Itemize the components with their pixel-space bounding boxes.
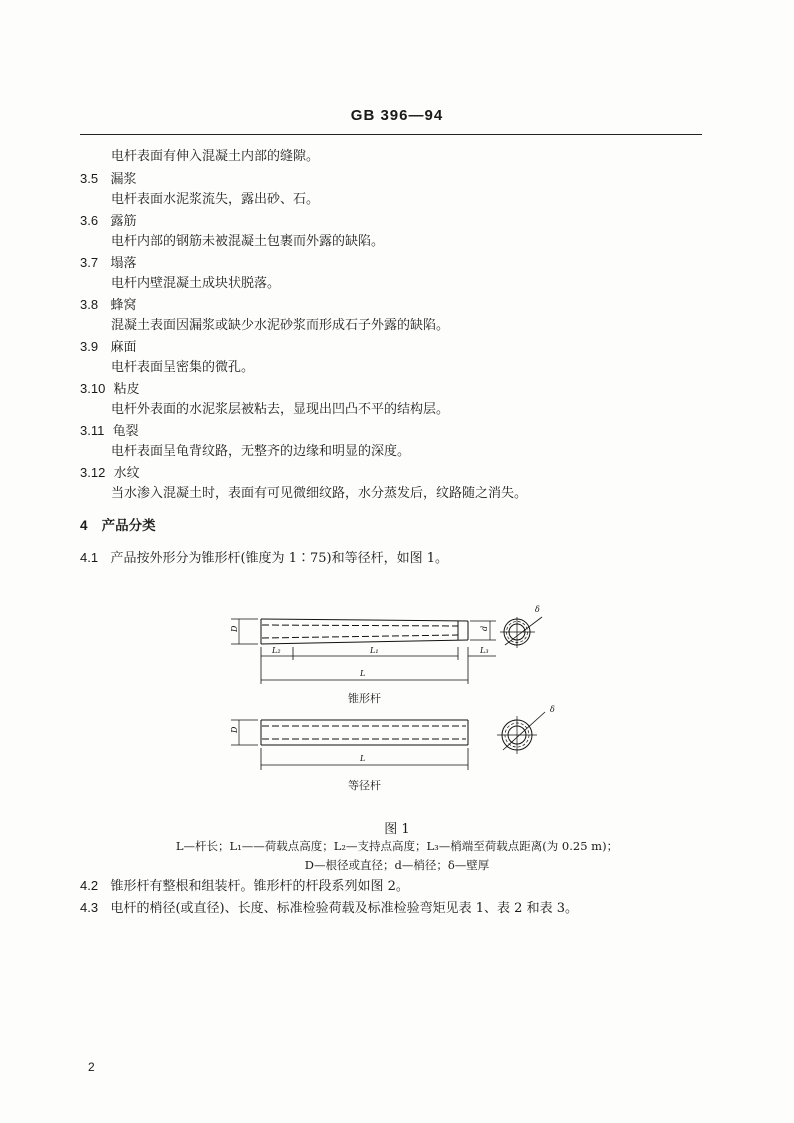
label-L-equal: L (360, 754, 366, 763)
term-3-7: 3.7 塌落 (80, 255, 137, 271)
caption-tapered: 锥形杆 (348, 692, 381, 705)
line-continuation: 电杆表面有伸入混凝土内部的缝隙。 (111, 149, 320, 164)
label-delta-equal: δ (550, 705, 555, 714)
definition-3-9: 电杆表面呈密集的微孔。 (111, 360, 255, 375)
definition-3-5: 电杆表面水泥浆流失，露出砂、石。 (111, 192, 320, 207)
term-3-6: 3.6 露筋 (80, 213, 137, 229)
paragraph-4-1: 4.1 产品按外形分为锥形杆(锥度为 1∶75)和等径杆，如图 1。 (80, 550, 448, 566)
figure-legend-2: D—根径或直径；d—梢径；δ—壁厚 (304, 858, 490, 872)
term-3-11: 3.11 龟裂 (80, 423, 139, 439)
paragraph-4-3: 4.3 电杆的梢径(或直径)、长度、标准检验荷载及标准检验弯矩见表 1、表 2 和表 3。 (80, 900, 578, 916)
caption-equal: 等径杆 (348, 779, 381, 792)
definition-3-6: 电杆内部的钢筋未被混凝土包裹而外露的缺陷。 (111, 234, 385, 249)
cross-section-tapered (500, 617, 542, 648)
label-L-tapered: L (360, 669, 366, 678)
definition-3-11: 电杆表面呈龟背纹路，无整齐的边缘和明显的深度。 (111, 444, 411, 459)
term-3-9: 3.9 麻面 (80, 339, 137, 355)
term-3-8: 3.8 蜂窝 (80, 297, 137, 313)
definition-3-7: 电杆内壁混凝土成块状脱落。 (111, 276, 281, 291)
term-3-5: 3.5 漏浆 (80, 171, 137, 187)
definition-3-12: 当水渗入混凝土时，表面有可见微细纹路，水分蒸发后，纹路随之消失。 (111, 486, 528, 501)
label-L3: L₃ (480, 646, 489, 655)
standard-code: GB 396—94 (350, 107, 444, 124)
figure-title: 图 1 (384, 822, 410, 837)
label-d: d (480, 625, 489, 631)
label-D-equal: D (230, 726, 239, 733)
figure-legend-1: L—杆长；L₁——荷载点高度；L₂—支持点高度；L₃—梢端至荷载点距离(为 0.25 m)； (175, 839, 619, 853)
definition-3-8: 混凝土表面因漏浆或缺少水泥砂浆而形成石子外露的缺陷。 (111, 318, 450, 333)
label-delta: δ (535, 605, 540, 614)
tapered-pole (261, 619, 468, 644)
definition-3-10: 电杆外表面的水泥浆层被粘去，显现出凹凸不平的结构层。 (111, 402, 450, 417)
label-L2: L₂ (272, 646, 281, 655)
label-D: D (230, 625, 239, 632)
term-3-10: 3.10 粘皮 (80, 381, 140, 397)
term-3-12: 3.12 水纹 (80, 465, 140, 481)
paragraph-4-2: 4.2 锥形杆有整根和组装杆。锥形杆的杆段系列如图 2。 (80, 878, 409, 894)
section-4-heading: 4 产品分类 (80, 518, 156, 534)
equal-diameter-pole (261, 720, 468, 745)
page-number: 2 (88, 1060, 95, 1074)
label-L1: L₁ (370, 646, 379, 655)
cross-section-equal (497, 712, 545, 754)
